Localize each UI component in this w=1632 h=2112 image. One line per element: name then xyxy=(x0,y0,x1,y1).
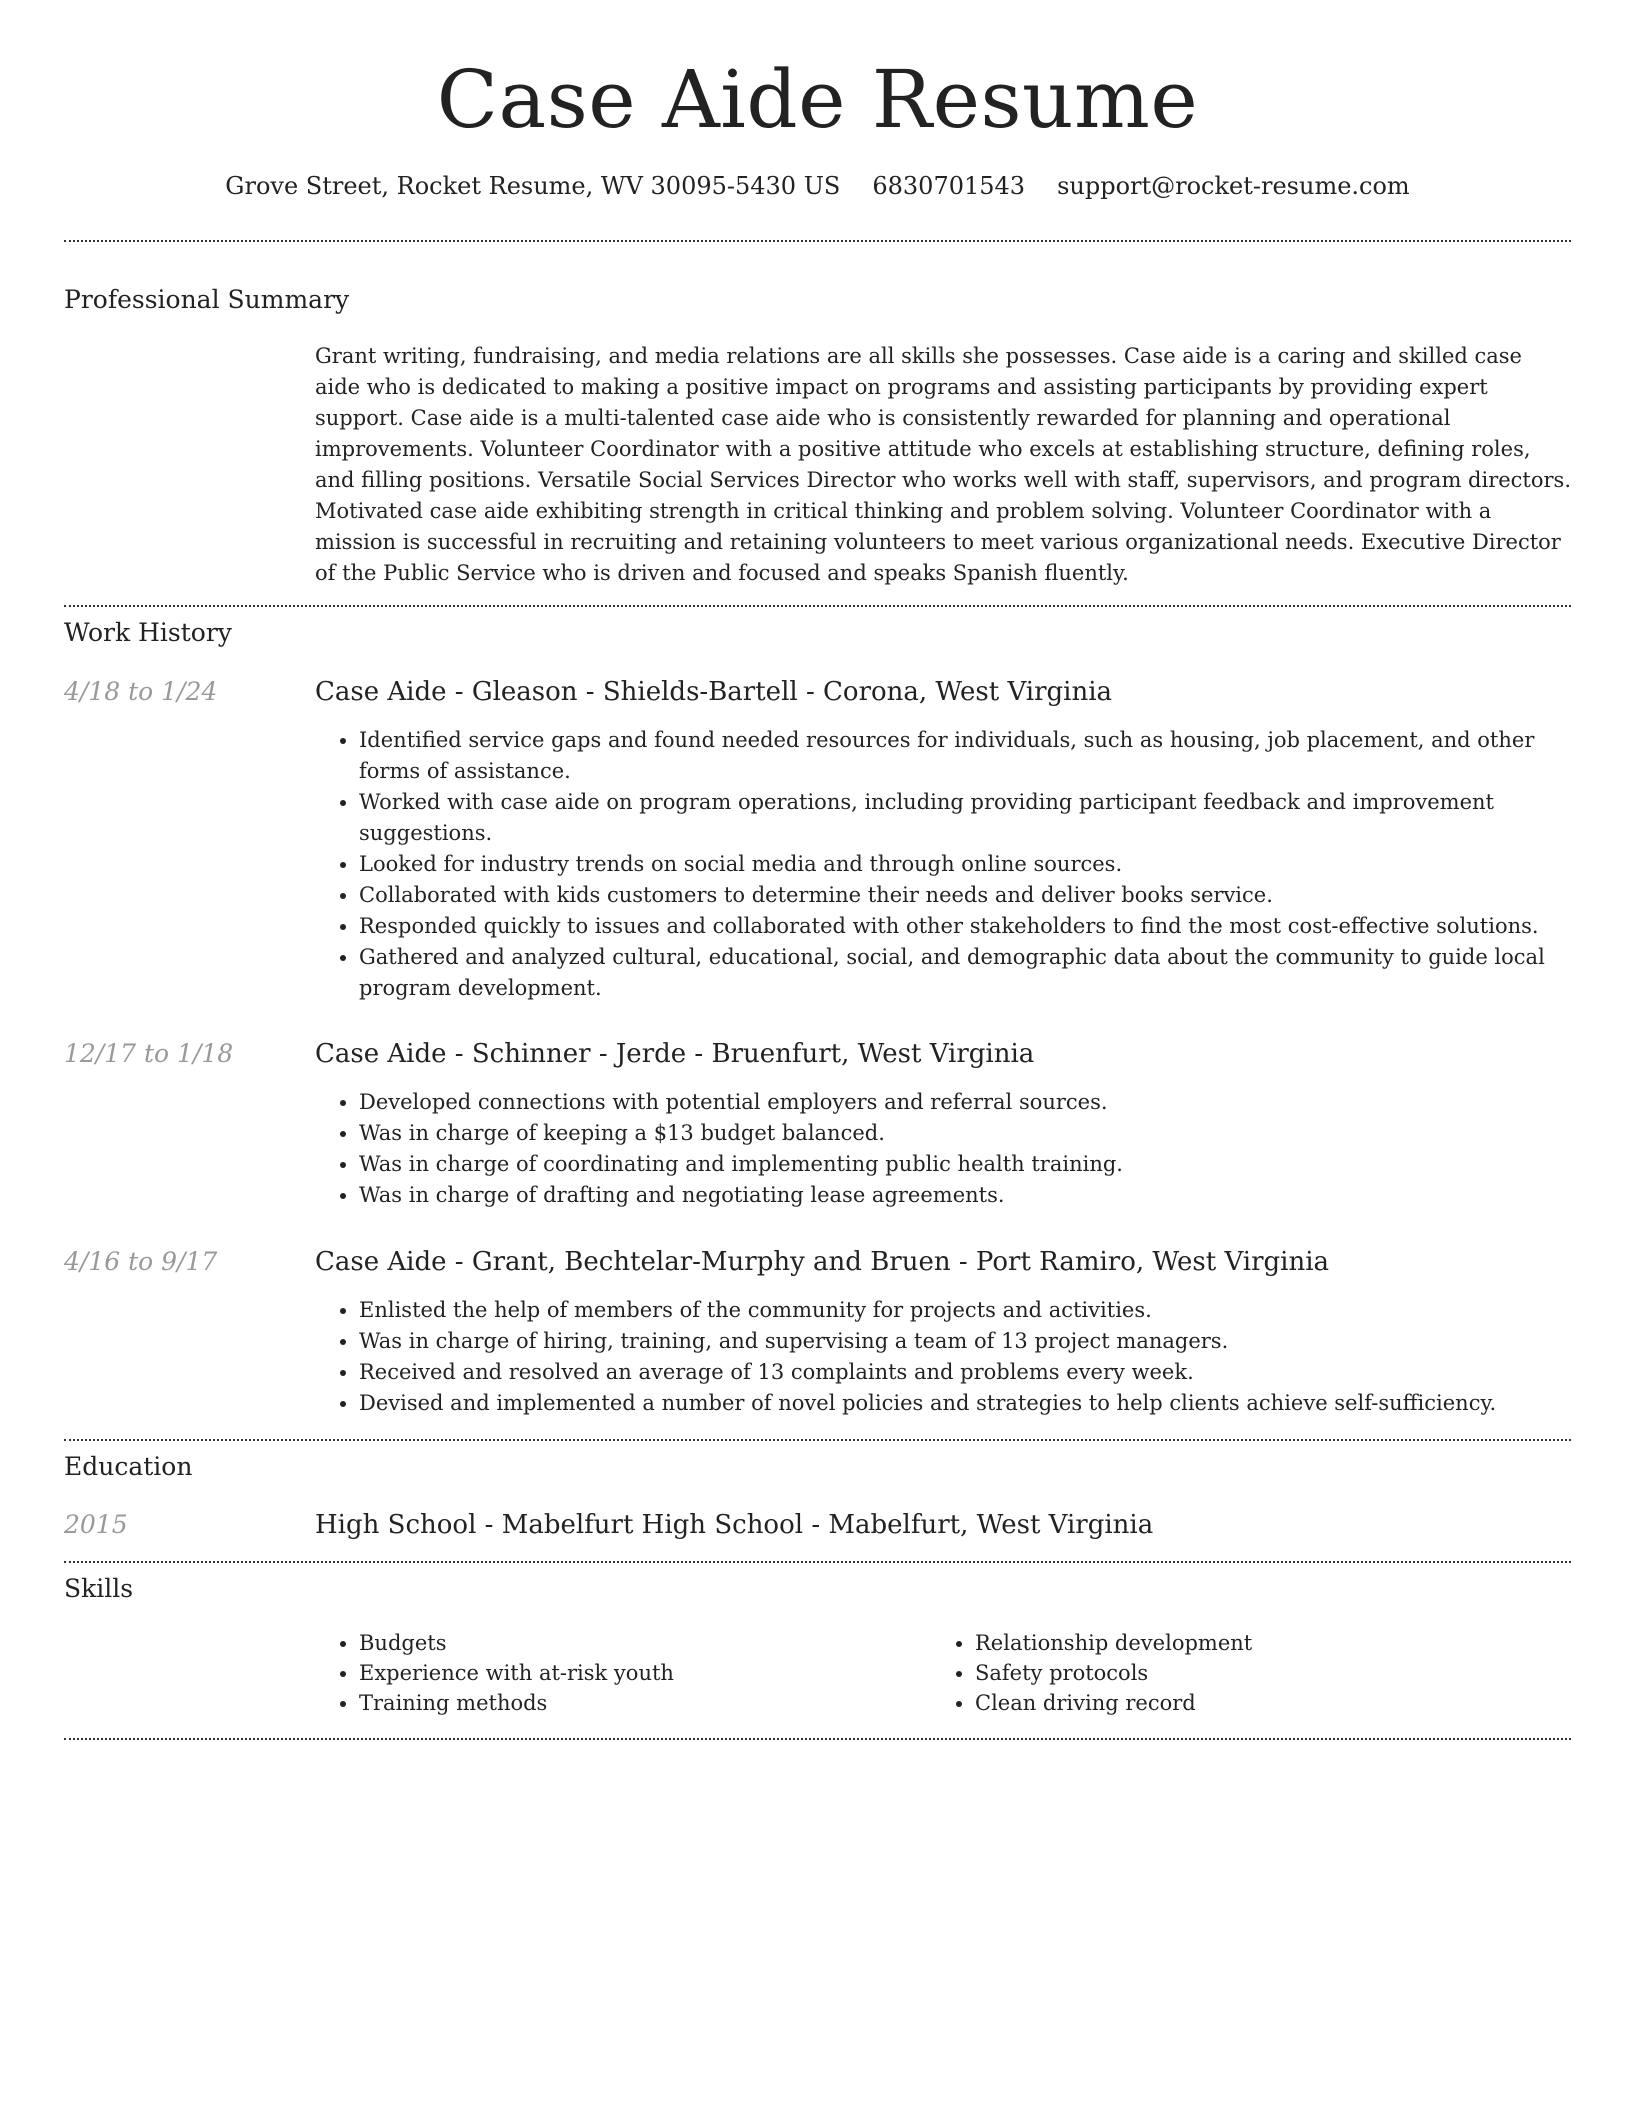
job-bullet-list xyxy=(315,1087,1571,1211)
list-item: • Looked for industry trends on social media and through online sources. xyxy=(359,849,1571,880)
job-heading: Case Aide - Gleason - Shields-Bartell - Corona, West Virginia xyxy=(315,677,1113,707)
skill-item: • Relationship development xyxy=(975,1628,1571,1658)
list-item: • Received and resolved an average of 13 complaints and problems every week. xyxy=(359,1357,1571,1388)
skill-item: • Budgets xyxy=(359,1628,931,1658)
skills-heading: Skills xyxy=(64,1574,134,1603)
list-item: • Was in charge of coordinating and implementing public health training. xyxy=(359,1149,1571,1180)
list-item: • Collaborated with kids customers to determine their needs and deliver books service. xyxy=(359,880,1571,911)
contact-phone: 6830701543 xyxy=(872,172,1026,200)
contact-line xyxy=(64,170,1571,202)
job-dates: 4/18 to 1/24 xyxy=(64,677,218,706)
divider xyxy=(64,240,1571,242)
skill-item: • Training methods xyxy=(359,1688,931,1718)
list-item: • Was in charge of hiring, training, and supervising a team of 13 project managers. xyxy=(359,1326,1571,1357)
skills-list-right xyxy=(931,1628,1571,1718)
list-item: • Was in charge of keeping a $13 budget balanced. xyxy=(359,1118,1571,1149)
job-heading: Case Aide - Schinner - Jerde - Bruenfurt, West Virginia xyxy=(315,1039,1035,1069)
contact-email: support@rocket-resume.com xyxy=(1057,172,1410,200)
list-item: • Responded quickly to issues and collaborated with other stakeholders to find the most cost-effective solutions. xyxy=(359,911,1571,942)
education-entry: High School - Mabelfurt High School - Mabelfurt, West Virginia xyxy=(315,1510,1154,1540)
list-item: • Was in charge of drafting and negotiating lease agreements. xyxy=(359,1180,1571,1211)
list-item: • Enlisted the help of members of the community for projects and activities. xyxy=(359,1295,1571,1326)
work-history-heading: Work History xyxy=(64,618,232,647)
skill-item: • Experience with at-risk youth xyxy=(359,1658,931,1688)
list-item: • Identified service gaps and found needed resources for individuals, such as housing, job placement, and other forms of assistance. xyxy=(359,725,1571,787)
job-heading: Case Aide - Grant, Bechtelar-Murphy and Bruen - Port Ramiro, West Virginia xyxy=(315,1247,1330,1277)
education-heading: Education xyxy=(64,1452,193,1481)
divider xyxy=(64,1738,1571,1740)
education-year: 2015 xyxy=(64,1510,128,1539)
skill-item: • Safety protocols xyxy=(975,1658,1571,1688)
divider xyxy=(64,605,1571,607)
list-item: • Gathered and analyzed cultural, educational, social, and demographic data about the community to guide local program development. xyxy=(359,942,1571,1004)
list-item: • Devised and implemented a number of novel policies and strategies to help clients achieve self-sufficiency. xyxy=(359,1388,1571,1419)
list-item: • Worked with case aide on program operations, including providing participant feedback and improvement suggestions. xyxy=(359,787,1571,849)
divider xyxy=(64,1561,1571,1563)
job-bullet-list xyxy=(315,1295,1571,1419)
contact-address: Grove Street, Rocket Resume, WV 30095-5430 US xyxy=(225,172,841,200)
skills-list-left xyxy=(315,1628,931,1718)
resume-title: Case Aide Resume xyxy=(436,53,1199,146)
job-dates: 12/17 to 1/18 xyxy=(64,1039,234,1068)
divider xyxy=(64,1439,1571,1441)
list-item: • Developed connections with potential employers and referral sources. xyxy=(359,1087,1571,1118)
summary-text: Grant writing, fundraising, and media relations are all skills she possesses. Case aide is a caring and skilled case aide who is dedicated to making a positive impact on programs and assisting participants by providing expert support. Case aide is a multi-talented case aide who is consistently rewarded for planning and operational improvements. Volunteer Coordinator with a positive attitude who excels at establishing structure, defining roles, and filling positions. Versatile Social Services Director who works well with staff, supervisors, and program directors. Motivated case aide exhibiting strength in critical thinking and problem solving. Volunteer Coordinator with a mission is successful in recruiting and retaining volunteers to meet various organizational needs. Executive Director of the Public Service who is driven and focused and speaks Spanish fluently. xyxy=(315,344,1572,585)
summary-heading: Professional Summary xyxy=(64,285,350,314)
job-bullet-list xyxy=(315,725,1571,1004)
job-dates: 4/16 to 9/17 xyxy=(64,1247,218,1276)
skill-item: • Clean driving record xyxy=(975,1688,1571,1718)
